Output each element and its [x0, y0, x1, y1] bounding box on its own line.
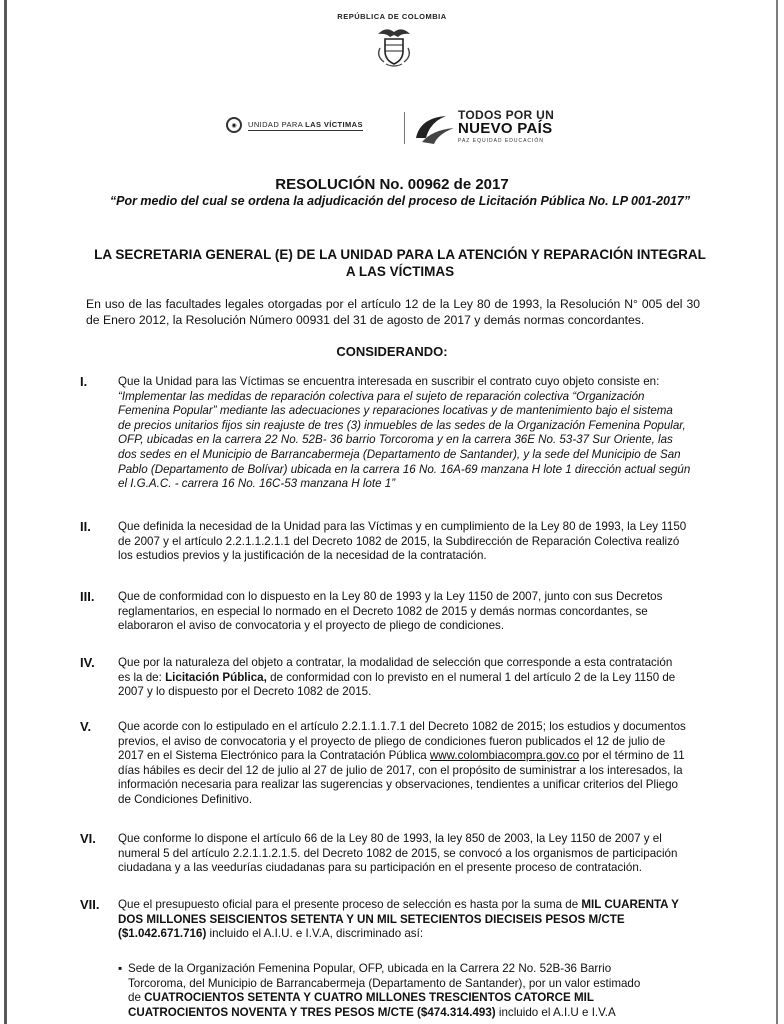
- considerando-heading: CONSIDERANDO:: [336, 344, 448, 359]
- item-number: IV.: [80, 655, 95, 670]
- colombiacompra-link[interactable]: www.colombiacompra.gov.co: [429, 749, 580, 763]
- item-line: información necesaria para realizar las sugerencias y observaciones, tendientes a unificar criterios del Pliego: [118, 778, 679, 792]
- item-line: Que definida la necesidad de la Unidad para las Víctimas y en cumplimiento de la Ley 80 de 1993, la Ley 1150: [118, 520, 687, 533]
- item-line: el I.G.A.C. - carrera 16 No. 16C-53 manzana H lote 1”: [118, 477, 396, 491]
- item-line: Que el presupuesto oficial para el presente proceso de selección es hasta por la suma de MIL CUARENTA Y: [118, 898, 679, 911]
- item-body: [118, 656, 702, 700]
- item-line: previos, el aviso de convocatoria y el proyecto de pliego de condiciones fueron publicados el 12 de julio de: [118, 734, 666, 748]
- item-line: elaboraron el aviso de convocatoria y el proyecto de pliego de condiciones.: [118, 619, 505, 633]
- todos-por-un-nuevo-pais-logo: [412, 108, 562, 154]
- bullet-line: Torcoroma, del Municipio de Barrancabermeja (Departamento de Santander), por un valor estimado: [128, 976, 641, 990]
- item-line: 2017 en el Sistema Electrónico para la Contratación Pública www.colombiacompra.gov.co por el término de 11: [118, 749, 685, 763]
- swoosh-icon: [412, 112, 456, 148]
- bullet-line: de CUATROCIENTOS SETENTA Y CUATRO MILLONES TRESCIENTOS CATORCE MIL: [128, 991, 594, 1005]
- item-line: Que de conformidad con lo dispuesto en la Ley 80 de 1993 y la Ley 1150 de 2007, junto con sus Decretos: [118, 590, 663, 603]
- bullet-line: CUATROCIENTOS NOVENTA Y TRES PESOS M/CTE ($474.314.493) incluido el A.I.U e I.V.A: [128, 1005, 616, 1019]
- item-line: días hábiles es decir del 12 de julio al 27 de julio de 2017, con el propósito de suministrar a los interesados, la: [118, 763, 683, 777]
- item-line: reglamentarios, en especial lo normado en el Decreto 1082 de 2015 y demás normas concordantes, se: [118, 604, 648, 618]
- preamble-paragraph: En uso de las facultades legales otorgadas por el artículo 12 de la Ley 80 de 1993, la Resolución N° 005 del 30 de Enero 2012, la Resolución Número 00931 del 31 de agosto de 2017 y demás normas concordantes.: [86, 297, 700, 327]
- item-line: Que la Unidad para las Víctimas se encuentra interesada en suscribir el contrato cuyo objeto consiste en:: [118, 375, 660, 388]
- bullet-mark-icon: ▪: [118, 962, 123, 975]
- item-line: Que acorde con lo estipulado en el artículo 2.2.1.1.1.7.1 del Decreto 1082 de 2015; los estudios y documentos: [118, 720, 686, 733]
- item-line: dos sedes en el Municipio de Barrancabermeja (Departamento de Santander), y la sede del Municipio de San: [118, 447, 681, 461]
- item-body: [118, 375, 702, 492]
- item-body: [118, 720, 702, 808]
- item-line: OFP, ubicadas en la carrera 22 No. 52B- 36 barrio Torcoroma y en la carrera 36E No. 53-37 Sur Oriente, las: [118, 433, 673, 447]
- item-line: los estudios previos y la justificación de la necesidad de la contratación.: [118, 549, 487, 563]
- item-line: ciudadana y a las veedurías ciudadanas para su participación en el presente proceso de contratación.: [118, 861, 642, 875]
- scan-edge-right: [776, 0, 778, 1024]
- unidad-victimas-logo: [226, 114, 363, 136]
- resolution-subtitle: “Por medio del cual se ordena la adjudicación del proceso de Licitación Pública No. LP 001-2017”: [109, 194, 691, 208]
- logo-tagline-top: TODOS POR UN: [458, 108, 555, 122]
- resolution-title: RESOLUCIÓN No. 00962 de 2017: [275, 176, 509, 193]
- item-body: [118, 898, 702, 942]
- item-line: DOS MILLONES SEISCIENTOS SETENTA Y UN MIL SETECIENTOS DIECISEIS PESOS M/CTE: [118, 912, 625, 926]
- item-line: ($1.042.671.716) incluido el A.I.U. e I.V.A, discriminado así:: [118, 927, 424, 941]
- republic-heading: REPÚBLICA DE COLOMBIA: [337, 12, 447, 21]
- item-number: I.: [80, 374, 88, 389]
- item-body: [118, 590, 702, 634]
- item-line: Pablo (Departamento de Bolívar) ubicada en la carrera 16 No. 16A-69 manzana H lote 1 dirección actual según: [118, 462, 691, 476]
- item-line: 2007 y lo dispuesto por el Decreto 1082 de 2015.: [118, 685, 372, 699]
- item-number: VI.: [80, 831, 96, 846]
- authority-line-1: LA SECRETARIA GENERAL (E) DE LA UNIDAD PARA LA ATENCIÓN Y REPARACIÓN INTEGRAL: [94, 247, 706, 262]
- bullet-line: Sede de la Organización Femenina Popular, OFP, ubicada en la Carrera 22 No. 52B-36 Barrio: [128, 962, 612, 975]
- item-number: II.: [80, 519, 91, 534]
- item-line: Femenina Popular” mediante las adecuaciones y reparaciones locativas y de mantenimiento bajo el sistema: [118, 404, 673, 418]
- item-number: V.: [80, 719, 92, 734]
- item-number: VII.: [80, 897, 100, 912]
- item-line: Que por la naturaleza del objeto a contratar, la modalidad de selección que corresponde a esta contratación: [118, 656, 673, 669]
- item-line: numeral 5 del artículo 2.2.1.1.2.1.5. del Decreto 1082 de 2015, se convocó a los organismos de participación: [118, 846, 678, 860]
- scan-edge-left: [4, 0, 7, 1024]
- item-body: [118, 832, 702, 876]
- coat-of-arms-icon: [372, 24, 416, 68]
- item-line: Que conforme lo dispone el artículo 66 de la Ley 80 de 1993, la ley 850 de 2003, la Ley 1150 de 2007 y el: [118, 832, 662, 845]
- logo-divider: [404, 112, 405, 144]
- logo-tagline-pillars: PAZ EQUIDAD EDUCACIÓN: [458, 138, 544, 144]
- authority-heading: [80, 246, 720, 280]
- item-line: de precios unitarios fijos sin reajuste de tres (3) inmuebles de las sedes de la Organización Femenina Popular,: [118, 418, 686, 432]
- authority-line-2: A LAS VÍCTIMAS: [345, 264, 455, 279]
- bullet-body: [128, 962, 702, 1020]
- item-line: es la de: Licitación Pública, de conformidad con lo previsto en el numeral 1 del artículo 2 de la Ley 1150 de: [118, 670, 676, 684]
- unidad-logo-text: UNIDAD PARA LAS VÍCTIMAS: [248, 119, 363, 129]
- item-body: [118, 520, 702, 564]
- item-line: de Condiciones Definitivo.: [118, 792, 253, 806]
- item-number: III.: [80, 589, 95, 604]
- logo-tagline-main: NUEVO PAÍS: [458, 120, 553, 137]
- item-line: de 2007 y el artículo 2.2.1.1.2.1.1 del Decreto 1082 de 2015, la Subdirección de Reparación Colectiva realizó: [118, 534, 680, 548]
- unidad-seal-icon: ◉: [226, 117, 242, 133]
- item-line: “Implementar las medidas de reparación colectiva para el sujeto de reparación colectiva “Organización: [118, 389, 645, 403]
